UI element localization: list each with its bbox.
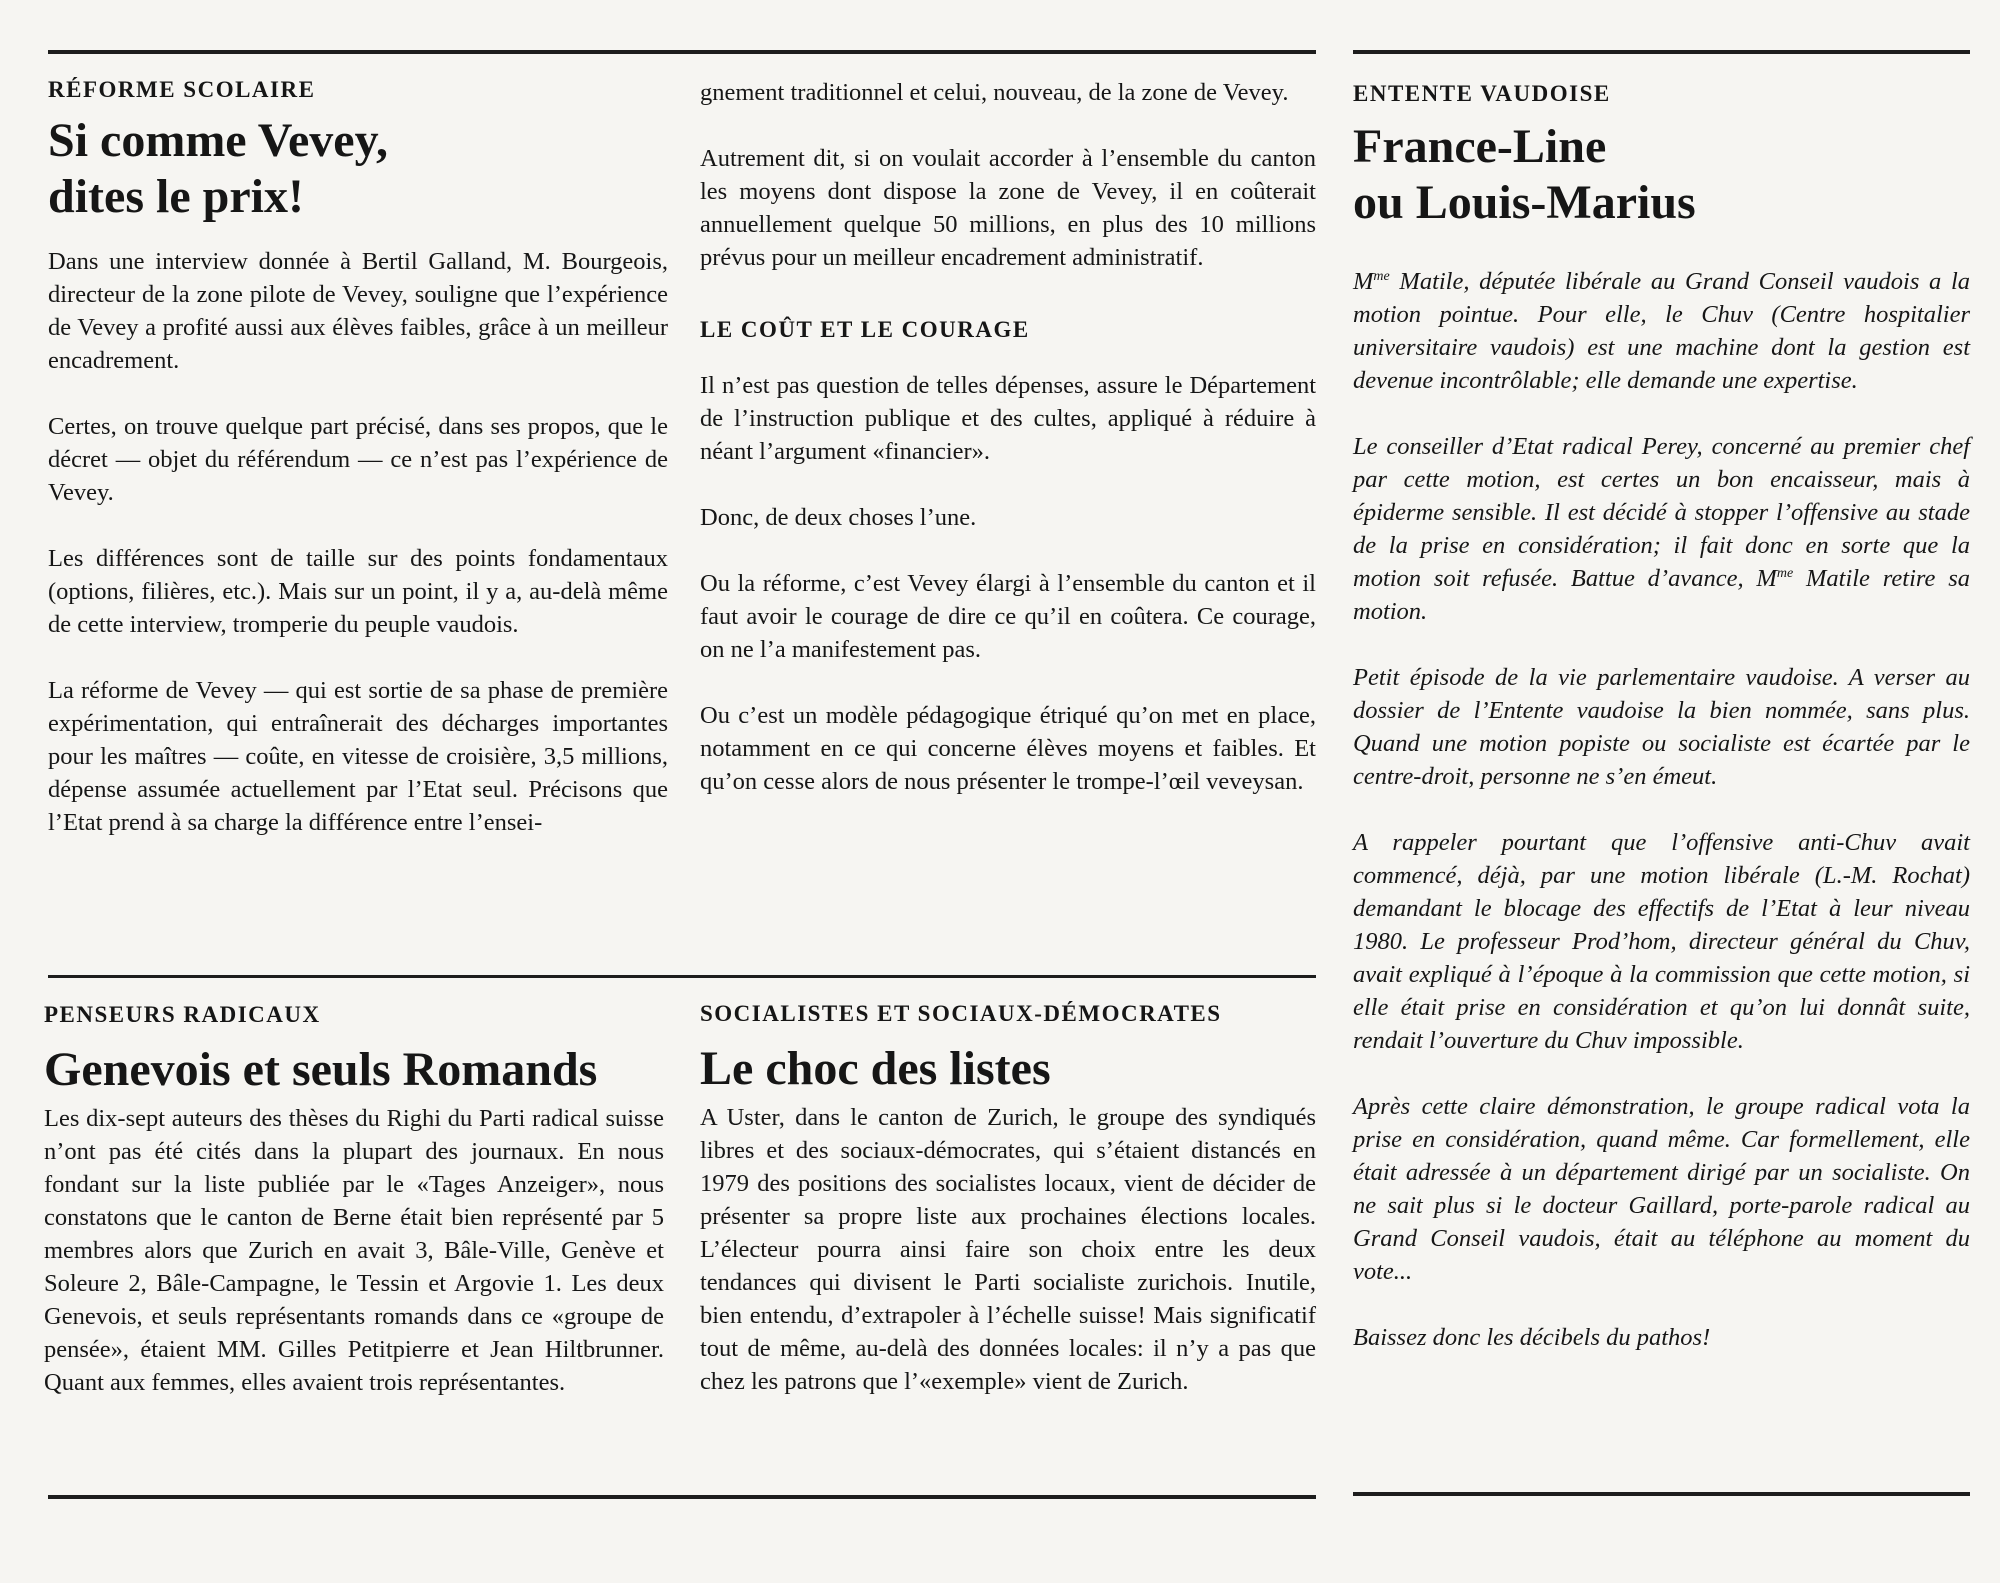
paragraph (1353, 430, 1970, 628)
kicker: ENTENTE VAUDOISE (1353, 81, 1611, 106)
headline: Le choc des listes (700, 1042, 1051, 1095)
headline (48, 113, 668, 225)
bottom-rule-right (1353, 1492, 1970, 1496)
paragraph: La réforme de Vevey — qui est sortie de sa phase de première expérimentation, qui entraînerait des décharges importantes pour les maîtres — coûte, en vitesse de croisière, 3,5 millions, dépense assumée actuellement par l’Etat seul. Précisons que l’Etat prend à sa charge la différence entre l’ensei- (48, 677, 668, 836)
paragraph: Certes, on trouve quelque part précisé, dans ses propos, que le décret — objet du référendum — ce n’est pas l’expérience de Vevey. (48, 413, 668, 506)
paragraph: Petit épisode de la vie parlementaire vaudoise. A verser au dossier de l’Entente vaudoise la bien nommée, sans plus. Quand une motion popiste ou socialiste est écartée par le centre-droit, personne ne s’en émeut. (1353, 664, 1970, 790)
article-penseurs-radicaux (44, 1003, 664, 1399)
top-rule-right (1353, 50, 1970, 54)
article-socialistes (700, 1002, 1316, 1398)
paragraph: Dans une interview donnée à Bertil Galland, M. Bourgeois, directeur de la zone pilote de Vevey, souligne que l’expérience de Vevey a profité aussi aux élèves faibles, grâce à un meilleur encadrement. (48, 248, 668, 374)
top-rule-left (48, 50, 1316, 54)
paragraph: Ou la réforme, c’est Vevey élargi à l’ensemble du canton et il faut avoir le courage de dire ce qu’il en coûtera. Ce courage, on ne l’a manifestement pas. (700, 570, 1316, 663)
superscript: me (1776, 565, 1794, 581)
paragraph: Il n’est pas question de telles dépenses, assure le Département de l’instruction publique et des cultes, appliqué à réduire à néant l’argument «financier». (700, 372, 1316, 465)
paragraph: Donc, de deux choses l’une. (700, 504, 977, 531)
kicker: PENSEURS RADICAUX (44, 1002, 321, 1027)
article-reforme-scolaire (48, 78, 668, 839)
middle-rule (48, 975, 1316, 978)
headline-line-2: dites le prix! (48, 170, 304, 223)
superscript: me (1373, 268, 1390, 284)
kicker: RÉFORME SCOLAIRE (48, 77, 316, 102)
paragraph-prefix: M (1353, 268, 1374, 295)
headline-line-1: Si comme Vevey, (48, 114, 388, 167)
paragraph-text: Matile retire sa motion. (1353, 565, 1970, 625)
headline-line-1: France-Line (1353, 120, 1607, 173)
paragraph: Autrement dit, si on voulait accorder à l’ensemble du canton les moyens dont dispose la zone de Vevey, il en coûterait annuellement quelque 50 millions, en plus des 10 millions prévus pour un meilleur encadrement administratif. (700, 145, 1316, 271)
paragraph: A Uster, dans le canton de Zurich, le groupe des syndiqués libres et des sociaux-démocrates, qui s’étaient distancés en 1979 des positions des socialistes locaux, vient de décider de présenter sa propre liste aux prochaines élections locales. L’électeur pourra ainsi faire son choix entre les deux tendances qui divisent le Parti socialiste zurichois. Inutile, bien entendu, d’extrapoler à l’échelle suisse! Mais significatif tout de même, au-delà des données locales: il n’y a pas que chez les patrons que l’«exemple» vient de Zurich. (700, 1104, 1316, 1395)
kicker: SOCIALISTES ET SOCIAUX-DÉMOCRATES (700, 1001, 1222, 1026)
paragraph: A rappeler pourtant que l’offensive anti-Chuv avait commencé, déjà, par une motion libérale (L.-M. Rochat) demandant le blocage des effectifs de l’Etat à leur niveau 1980. Le professeur Prod’hom, directeur général du Chuv, avait expliqué à l’époque à la commission que cette motion, si elle était prise en considération et qu’on lui donnât suite, rendait l’ouverture du Chuv impossible. (1353, 829, 1970, 1054)
headline: Genevois et seuls Romands (44, 1043, 598, 1096)
bottom-rule-left (48, 1495, 1316, 1499)
article-reforme-scolaire-continued (700, 76, 1316, 798)
paragraph (1353, 265, 1970, 397)
headline (1353, 119, 1970, 231)
paragraph: Les différences sont de taille sur des points fondamentaux (options, filières, etc.). Mais sur un point, il y a, au-delà même de cette interview, tromperie du peuple vaudois. (48, 545, 668, 638)
headline-line-2: ou Louis-Marius (1353, 176, 1696, 229)
paragraph: Ou c’est un modèle pédagogique étriqué qu’on met en place, notamment en ce qui concerne élèves moyens et faibles. Et qu’on cesse alors de nous présenter le trompe-l’œil veveysan. (700, 702, 1316, 795)
article-entente-vaudoise (1353, 82, 1970, 1354)
paragraph: gnement traditionnel et celui, nouveau, de la zone de Vevey. (700, 79, 1289, 106)
paragraph-text: Matile, députée libérale au Grand Conseil vaudois a la motion pointue. Pour elle, le Chuv (Centre hospitalier universitaire vaudois) est une machine dont la gestion est devenue incontrôlable; elle demande une expertise. (1353, 268, 1970, 394)
paragraph-text: Le conseiller d’Etat radical Perey, concerné au premier chef par cette motion, est certes un bon encaisseur, mais à épiderme sensible. Il est décidé à stopper l’offensive au stade de la prise en considération; il fait donc en sorte que la motion soit refusée. Battue d’avance, M (1353, 433, 1970, 592)
paragraph: Baissez donc les décibels du pathos! (1353, 1324, 1711, 1351)
paragraph: Après cette claire démonstration, le groupe radical vota la prise en considération, quand même. Car formellement, elle était adressée à un département dirigé par un socialiste. On ne sait plus si le docteur Gaillard, porte-parole radical au Grand Conseil vaudois, était au téléphone au moment du vote... (1353, 1093, 1970, 1285)
paragraph: Les dix-sept auteurs des thèses du Righi du Parti radical suisse n’ont pas été cités dans la plupart des journaux. En nous fondant sur la liste publiée par le «Tages Anzeiger», nous constatons que le canton de Berne était bien représenté par 5 membres alors que Zurich en avait 3, Bâle-Ville, Genève et Soleure 2, Bâle-Campagne, le Tessin et Argovie 1. Les deux Genevois, et seuls représentants romands dans ce «groupe de pensée», étaient MM. Gilles Petitpierre et Jean Hiltbrunner. Quant aux femmes, elles avaient trois représentantes. (44, 1105, 664, 1396)
subheading: LE COÛT ET LE COURAGE (700, 317, 1030, 342)
